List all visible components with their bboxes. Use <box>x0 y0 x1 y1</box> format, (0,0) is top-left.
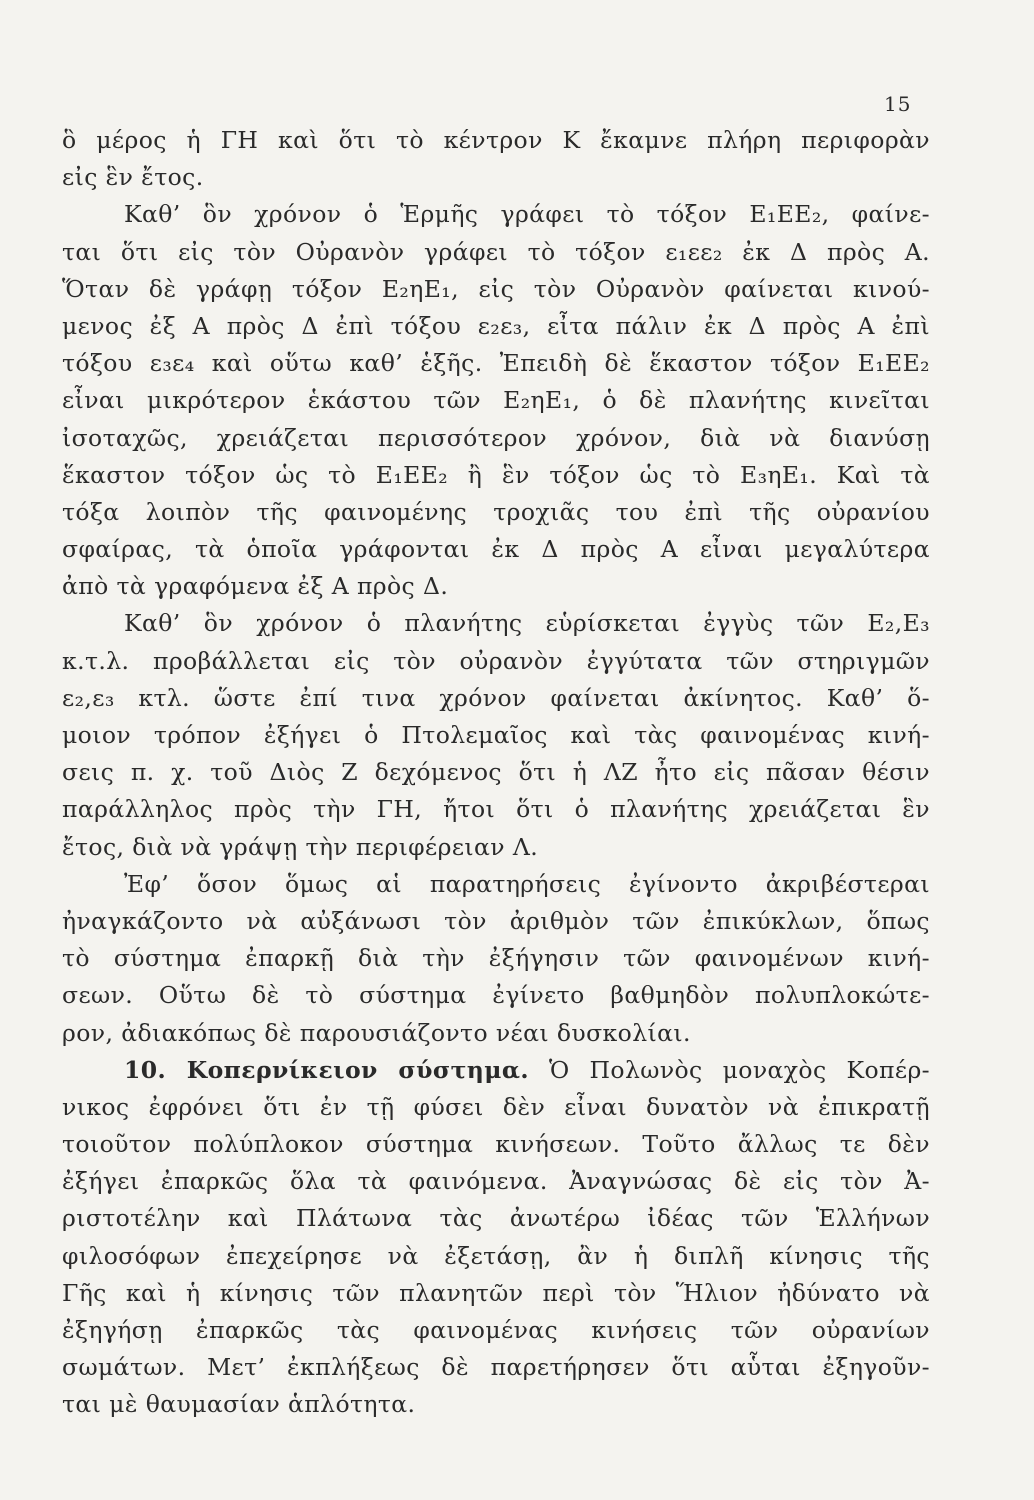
text-line: ται μὲ θαυμασίαν ἁπλότητα. <box>62 1390 416 1419</box>
text-line: ε₂,ε₃ κτλ. ὥστε ἐπί τινα χρόνον φαίνεται ἀκίνητος. Καθ’ ὅ- <box>62 683 930 712</box>
page-body <box>62 122 930 1424</box>
text-line: ἀπὸ τὰ γραφόμενα ἐξ Α πρὸς Δ. <box>62 572 449 601</box>
section-text <box>62 1089 930 1424</box>
text-line: ριστοτέλην καὶ Πλάτωνα τὰς ἀνωτέρω ἰδέας τῶν Ἑλλήνων <box>62 1204 930 1233</box>
text-line: παράλληλος πρὸς τὴν ΓΗ, ἤτοι ὅτι ὁ πλανήτης χρειάζεται ἓν <box>62 795 930 824</box>
text-line: τὸ σύστημα ἐπαρκῇ διὰ τὴν ἐξήγησιν τῶν φαινομένων κινή- <box>62 944 930 973</box>
text-line: Ὅταν δὲ γράφῃ τόξον Ε₂ηΕ₁, εἰς τὸν Οὐρανὸν φαίνεται κινού- <box>62 274 930 303</box>
text-line: Καθ’ ὃν χρόνον ὁ πλανήτης εὑρίσκεται ἐγγὺς τῶν Ε₂,Ε₃ <box>124 609 930 638</box>
text-line: ἕκαστον τόξον ὡς τὸ Ε₁ΕΕ₂ ἢ ἓν τόξον ὡς τὸ Ε₃ηΕ₁. Καὶ τὰ <box>62 460 930 489</box>
text-line: φιλοσόφων ἐπεχείρησε νὰ ἐξετάσῃ, ἂν ἡ διπλῆ κίνησις τῆς <box>62 1241 930 1270</box>
text-line: σεις π. χ. τοῦ Διὸς Ζ δεχόμενος ὅτι ἡ ΛΖ ἦτο εἰς πᾶσαν θέσιν <box>62 758 930 787</box>
text-line: Ἐφ’ ὅσον ὅμως αἱ παρατηρήσεις ἐγίνοντο ἀκριβέστεραι <box>124 869 930 898</box>
text-line: ἔτος, διὰ νὰ γράψῃ τὴν περιφέρειαν Λ. <box>62 832 539 861</box>
text-line: μοιον τρόπον ἐξήγει ὁ Πτολεμαῖος καὶ τὰς φαινομένας κινή- <box>62 721 930 749</box>
text-line: σφαίρας, τὰ ὁποῖα γράφονται ἐκ Δ πρὸς Α εἶναι μεγαλύτερα <box>62 535 930 564</box>
text-line: μενος ἐξ Α πρὸς Δ ἐπὶ τόξου ε₂ε₃, εἶτα πάλιν ἐκ Δ πρὸς Α ἐπὶ <box>62 311 930 340</box>
text-line: ἠναγκάζοντο νὰ αὐξάνωσι τὸν ἀριθμὸν τῶν ἐπικύκλων, ὅπως <box>62 906 930 935</box>
text-line: ρον, ἀδιακόπως δὲ παρουσιάζοντο νέαι δυσκολίαι. <box>62 1018 691 1047</box>
text-line: τοιοῦτον πολύπλοκον σύστημα κινήσεων. Τοῦτο ἄλλως τε δὲν <box>62 1130 930 1159</box>
text-line: ται ὅτι εἰς τὸν Οὐρανὸν γράφει τὸ τόξον ε₁εε₂ ἐκ Δ πρὸς Α. <box>62 237 930 266</box>
text-line: Καθ’ ὃν χρόνον ὁ Ἑρμῆς γράφει τὸ τόξον Ε₁ΕΕ₂, φαίνε- <box>124 200 930 229</box>
text-line: ὃ μέρος ἡ ΓΗ καὶ ὅτι τὸ κέντρον Κ ἔκαμνε πλήρη περιφορὰν <box>62 126 930 154</box>
text-line: νικος ἐφρόνει ὅτι ἐν τῇ φύσει δὲν εἶναι δυνατὸν νὰ ἐπικρατῇ <box>62 1092 930 1121</box>
text-line: κ.τ.λ. προβάλλεται εἰς τὸν οὐρανὸν ἐγγύτατα τῶν στηριγμῶν <box>62 646 930 675</box>
text-line: σωμάτων. Μετ’ ἐκπλήξεως δὲ παρετήρησεν ὅτι αὗται ἐξηγοῦν- <box>62 1353 930 1382</box>
text-line: τόξου ε₃ε₄ καὶ οὕτω καθ’ ἑξῆς. Ἐπειδὴ δὲ ἕκαστον τόξον Ε₁ΕΕ₂ <box>62 349 930 378</box>
text-line: εἰς ἓν ἔτος. <box>62 163 204 192</box>
main-text <box>62 122 930 1052</box>
text-line: τόξα λοιπὸν τῆς φαινομένης τροχιᾶς του ἐπὶ τῆς οὐρανίου <box>62 497 930 526</box>
section-heading: 10. Κοπερνίκειον σύστημα. <box>124 1055 529 1084</box>
text-line: Γῆς καὶ ἡ κίνησις τῶν πλανητῶν περὶ τὸν Ἥλιον ἠδύνατο νὰ <box>62 1278 930 1307</box>
text-line: εἶναι μικρότερον ἑκάστου τῶν Ε₂ηΕ₁, ὁ δὲ πλανήτης κινεῖται <box>62 386 930 415</box>
text-line: ἰσοταχῶς, χρειάζεται περισσότερον χρόνον, διὰ νὰ διανύσῃ <box>62 423 930 452</box>
text-line: ἐξηγήσῃ ἐπαρκῶς τὰς φαινομένας κινήσεις τῶν οὐρανίων <box>62 1316 930 1344</box>
section-heading-line <box>62 1052 930 1089</box>
page-number: 15 <box>884 92 912 116</box>
text-line: σεων. Οὕτω δὲ τὸ σύστημα ἐγίνετο βαθμηδὸν πολυπλοκώτε- <box>62 981 930 1010</box>
text-line: ἐξήγει ἐπαρκῶς ὅλα τὰ φαινόμενα. Ἀναγνώσας δὲ εἰς τὸν Ἀ- <box>62 1167 930 1196</box>
section-first-line: Ὁ Πολωνὸς μοναχὸς Κοπέρ- <box>528 1055 930 1084</box>
